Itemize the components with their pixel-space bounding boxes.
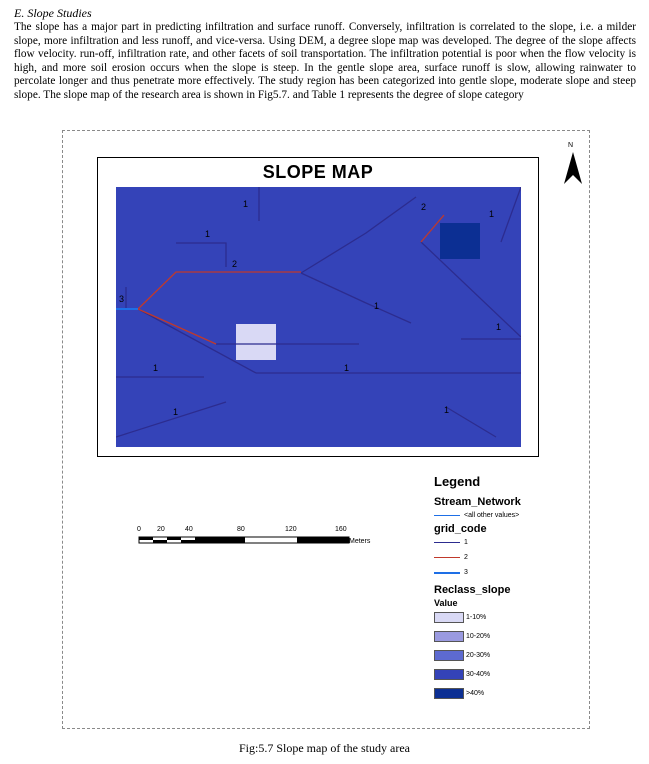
stream-label: 1 [374, 301, 380, 311]
stream-label: 1 [243, 199, 249, 209]
legend-row [434, 665, 584, 684]
slope-patch-dark [440, 223, 480, 259]
legend-line-icon [434, 515, 460, 516]
stream-label: 1 [205, 229, 211, 239]
legend-swatch [434, 631, 464, 642]
stream-label: 1 [496, 322, 502, 332]
stream-label: 1 [153, 363, 159, 373]
legend-label: 30-40% [466, 671, 491, 678]
north-label: N [568, 142, 574, 149]
legend-row [434, 535, 584, 550]
north-arrow-icon [563, 142, 583, 186]
scale-tick-label: 160 [335, 526, 347, 533]
body-paragraph: The slope has a major part in predicting infiltration and surface runoff. Conversely, infiltration is correlated to the slope, i.e. a milder slope, more infiltration and less runoff, and vice-versa. Using DEM, a degree slope map was developed. The degree of the slope affects flow velocity. run-off, infiltration rate, and other facets of soil transportation. The infiltration potential is poor when the flow velocity is high, and more soil erosion occurs when the slope is steep. In the gentle slope area, surface runoff is slow, allowing rainwater to percolate longer and thus penetrate more effectively. The study region has been categorized into gentle slope, moderate slope and steep slope. The slope map of the research area is shown in Fig5.7. and Table 1 represents the degree of slope category [14, 21, 636, 101]
map-legend [434, 474, 584, 703]
legend-row [434, 627, 584, 646]
legend-stream-heading: Stream_Network [434, 496, 521, 508]
legend-swatch [434, 669, 464, 680]
map-title: SLOPE MAP [262, 162, 374, 182]
legend-label: 3 [464, 569, 468, 576]
legend-label: 2 [464, 554, 468, 561]
legend-row [434, 608, 584, 627]
legend-line-icon [434, 572, 460, 574]
slope-map [116, 187, 521, 447]
stream-label: 3 [119, 294, 125, 304]
stream-label: 1 [489, 209, 495, 219]
legend-label: >40% [466, 690, 485, 697]
scale-tick-label: 0 [137, 526, 141, 533]
legend-row [434, 646, 584, 665]
stream-label: 1 [444, 405, 450, 415]
legend-line-icon [434, 542, 460, 543]
scale-bar [137, 525, 397, 551]
figure-caption: Fig:5.7 Slope map of the study area [239, 741, 410, 755]
stream-label: 2 [421, 202, 427, 212]
legend-swatch [434, 688, 464, 699]
stream-label: 2 [232, 259, 238, 269]
scale-tick-label: 80 [237, 526, 245, 533]
scale-tick-label: 40 [185, 526, 193, 533]
legend-value-heading: Value [434, 598, 458, 608]
legend-row [434, 565, 584, 580]
legend-swatch [434, 650, 464, 661]
legend-all-other: <all other values> [464, 512, 520, 519]
legend-label: 10-20% [466, 633, 491, 640]
legend-grid-code-heading: grid_code [434, 523, 487, 535]
legend-swatch [434, 612, 464, 623]
legend-row [434, 684, 584, 703]
legend-line-icon [434, 557, 460, 558]
scale-tick-label: 120 [285, 526, 297, 533]
map-frame [97, 157, 539, 457]
stream-label: 1 [344, 363, 350, 373]
slope-patch-light [236, 324, 276, 360]
legend-reclass-heading: Reclass_slope [434, 584, 511, 596]
legend-label: 1-10% [466, 614, 487, 621]
legend-title: Legend [434, 474, 481, 489]
legend-label: 20-30% [466, 652, 491, 659]
scale-tick-label: 20 [157, 526, 165, 533]
legend-label: 1 [464, 539, 468, 546]
section-heading: E. Slope Studies [14, 6, 92, 20]
stream-label: 1 [173, 407, 179, 417]
legend-row [434, 508, 584, 523]
legend-row [434, 550, 584, 565]
scale-unit: Meters [349, 538, 371, 545]
